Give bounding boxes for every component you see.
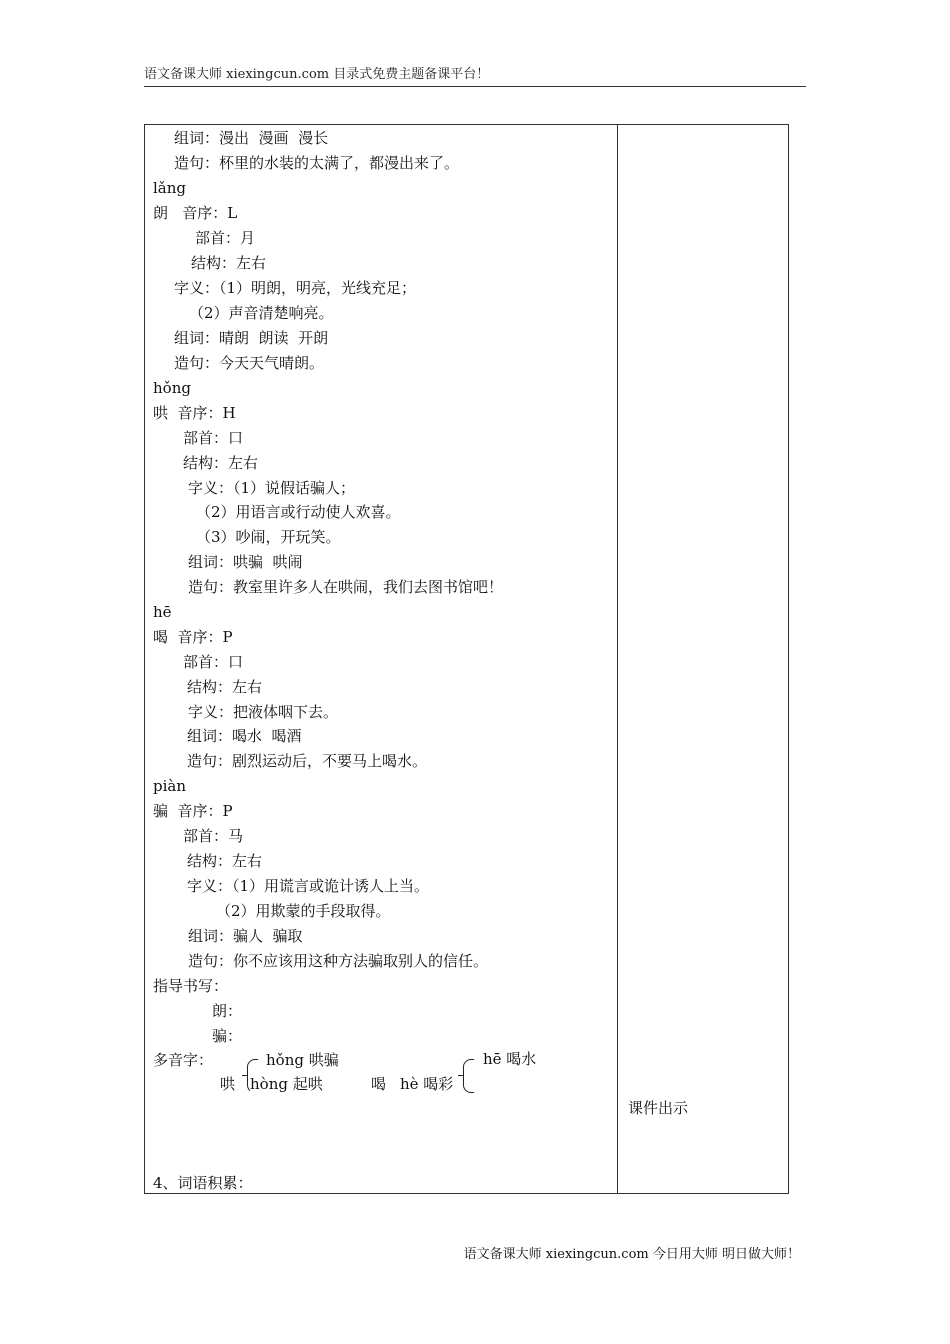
text-line: 部首：月 — [195, 229, 256, 247]
left-brace-icon — [463, 1059, 474, 1093]
polyphone-reading: hòng 起哄 — [250, 1075, 323, 1093]
table-column-divider — [617, 124, 618, 1194]
text-line: 造句：今天天气晴朗。 — [174, 354, 325, 372]
polyphone-reading: hē 喝水 — [483, 1050, 537, 1068]
text-line: 造句：教室里许多人在哄闹，我们去图书馆吧！ — [188, 578, 504, 596]
page-header: 语文备课大师 xiexingcun.com 目录式免费主题备课平台！ — [144, 67, 490, 82]
text-line: 字义：把液体咽下去。 — [188, 703, 339, 721]
polyphone-label: 多音字： — [153, 1051, 214, 1069]
text-line: 结构：左右 — [183, 454, 259, 472]
text-line: 字义：（1）说假话骗人； — [188, 479, 356, 497]
left-brace-tip-icon — [242, 1075, 247, 1076]
polyphone-reading: hè 喝彩 — [400, 1075, 454, 1093]
text-line: 部首：口 — [183, 429, 244, 447]
character-heading: 哄 音序：H — [153, 404, 236, 422]
text-line: （2）用语言或行动使人欢喜。 — [196, 503, 401, 521]
text-line: 组词：哄骗 哄闹 — [188, 553, 303, 571]
pinyin-line: hǒng — [153, 379, 191, 397]
writing-guide-heading: 指导书写： — [153, 977, 229, 995]
text-line: 造句：杯里的水装的太满了，都漫出来了。 — [174, 154, 460, 172]
page-footer: 语文备课大师 xiexingcun.com 今日用大师 明日做大师！ — [463, 1247, 800, 1262]
section-heading: 4、词语积累： — [153, 1174, 253, 1192]
text-line: （2）用欺蒙的手段取得。 — [216, 902, 391, 920]
text-line: 组词：晴朗 朗读 开朗 — [174, 329, 329, 347]
character-heading: 朗 音序：L — [153, 204, 238, 222]
text-line: 组词：喝水 喝酒 — [187, 727, 302, 745]
character-heading: 喝 音序：P — [153, 628, 233, 646]
text-line: 字义：（1）明朗，明亮，光线充足； — [174, 279, 417, 297]
text-line: 字义：（1）用谎言或诡计诱人上当。 — [187, 877, 430, 895]
header-rule — [144, 86, 806, 87]
text-line: 朗： — [212, 1002, 243, 1020]
polyphone-char-hong: 哄 — [220, 1075, 236, 1093]
right-column-note: 课件出示 — [628, 1099, 689, 1117]
polyphone-reading: hǒng 哄骗 — [266, 1051, 339, 1069]
text-line: 结构：左右 — [187, 852, 263, 870]
text-line: 骗： — [212, 1027, 243, 1045]
text-line: 造句：你不应该用这种方法骗取别人的信任。 — [188, 952, 489, 970]
text-line: （2）声音清楚响亮。 — [189, 304, 334, 322]
text-line: 组词：漫出 漫画 漫长 — [174, 129, 329, 147]
text-line: 造句：剧烈运动后，不要马上喝水。 — [187, 752, 428, 770]
polyphone-char-he: 喝 — [371, 1075, 387, 1093]
left-brace-tip-icon — [458, 1075, 463, 1076]
pinyin-line: hē — [153, 603, 172, 621]
pinyin-line: piàn — [153, 777, 187, 795]
character-heading: 骗 音序：P — [153, 802, 233, 820]
text-line: 部首：口 — [183, 653, 244, 671]
text-line: 组词：骗人 骗取 — [188, 927, 303, 945]
pinyin-line: lǎng — [153, 179, 187, 197]
text-line: 结构：左右 — [191, 254, 267, 272]
text-line: 部首：马 — [183, 827, 244, 845]
text-line: 结构：左右 — [187, 678, 263, 696]
text-line: （3）吵闹，开玩笑。 — [196, 528, 341, 546]
